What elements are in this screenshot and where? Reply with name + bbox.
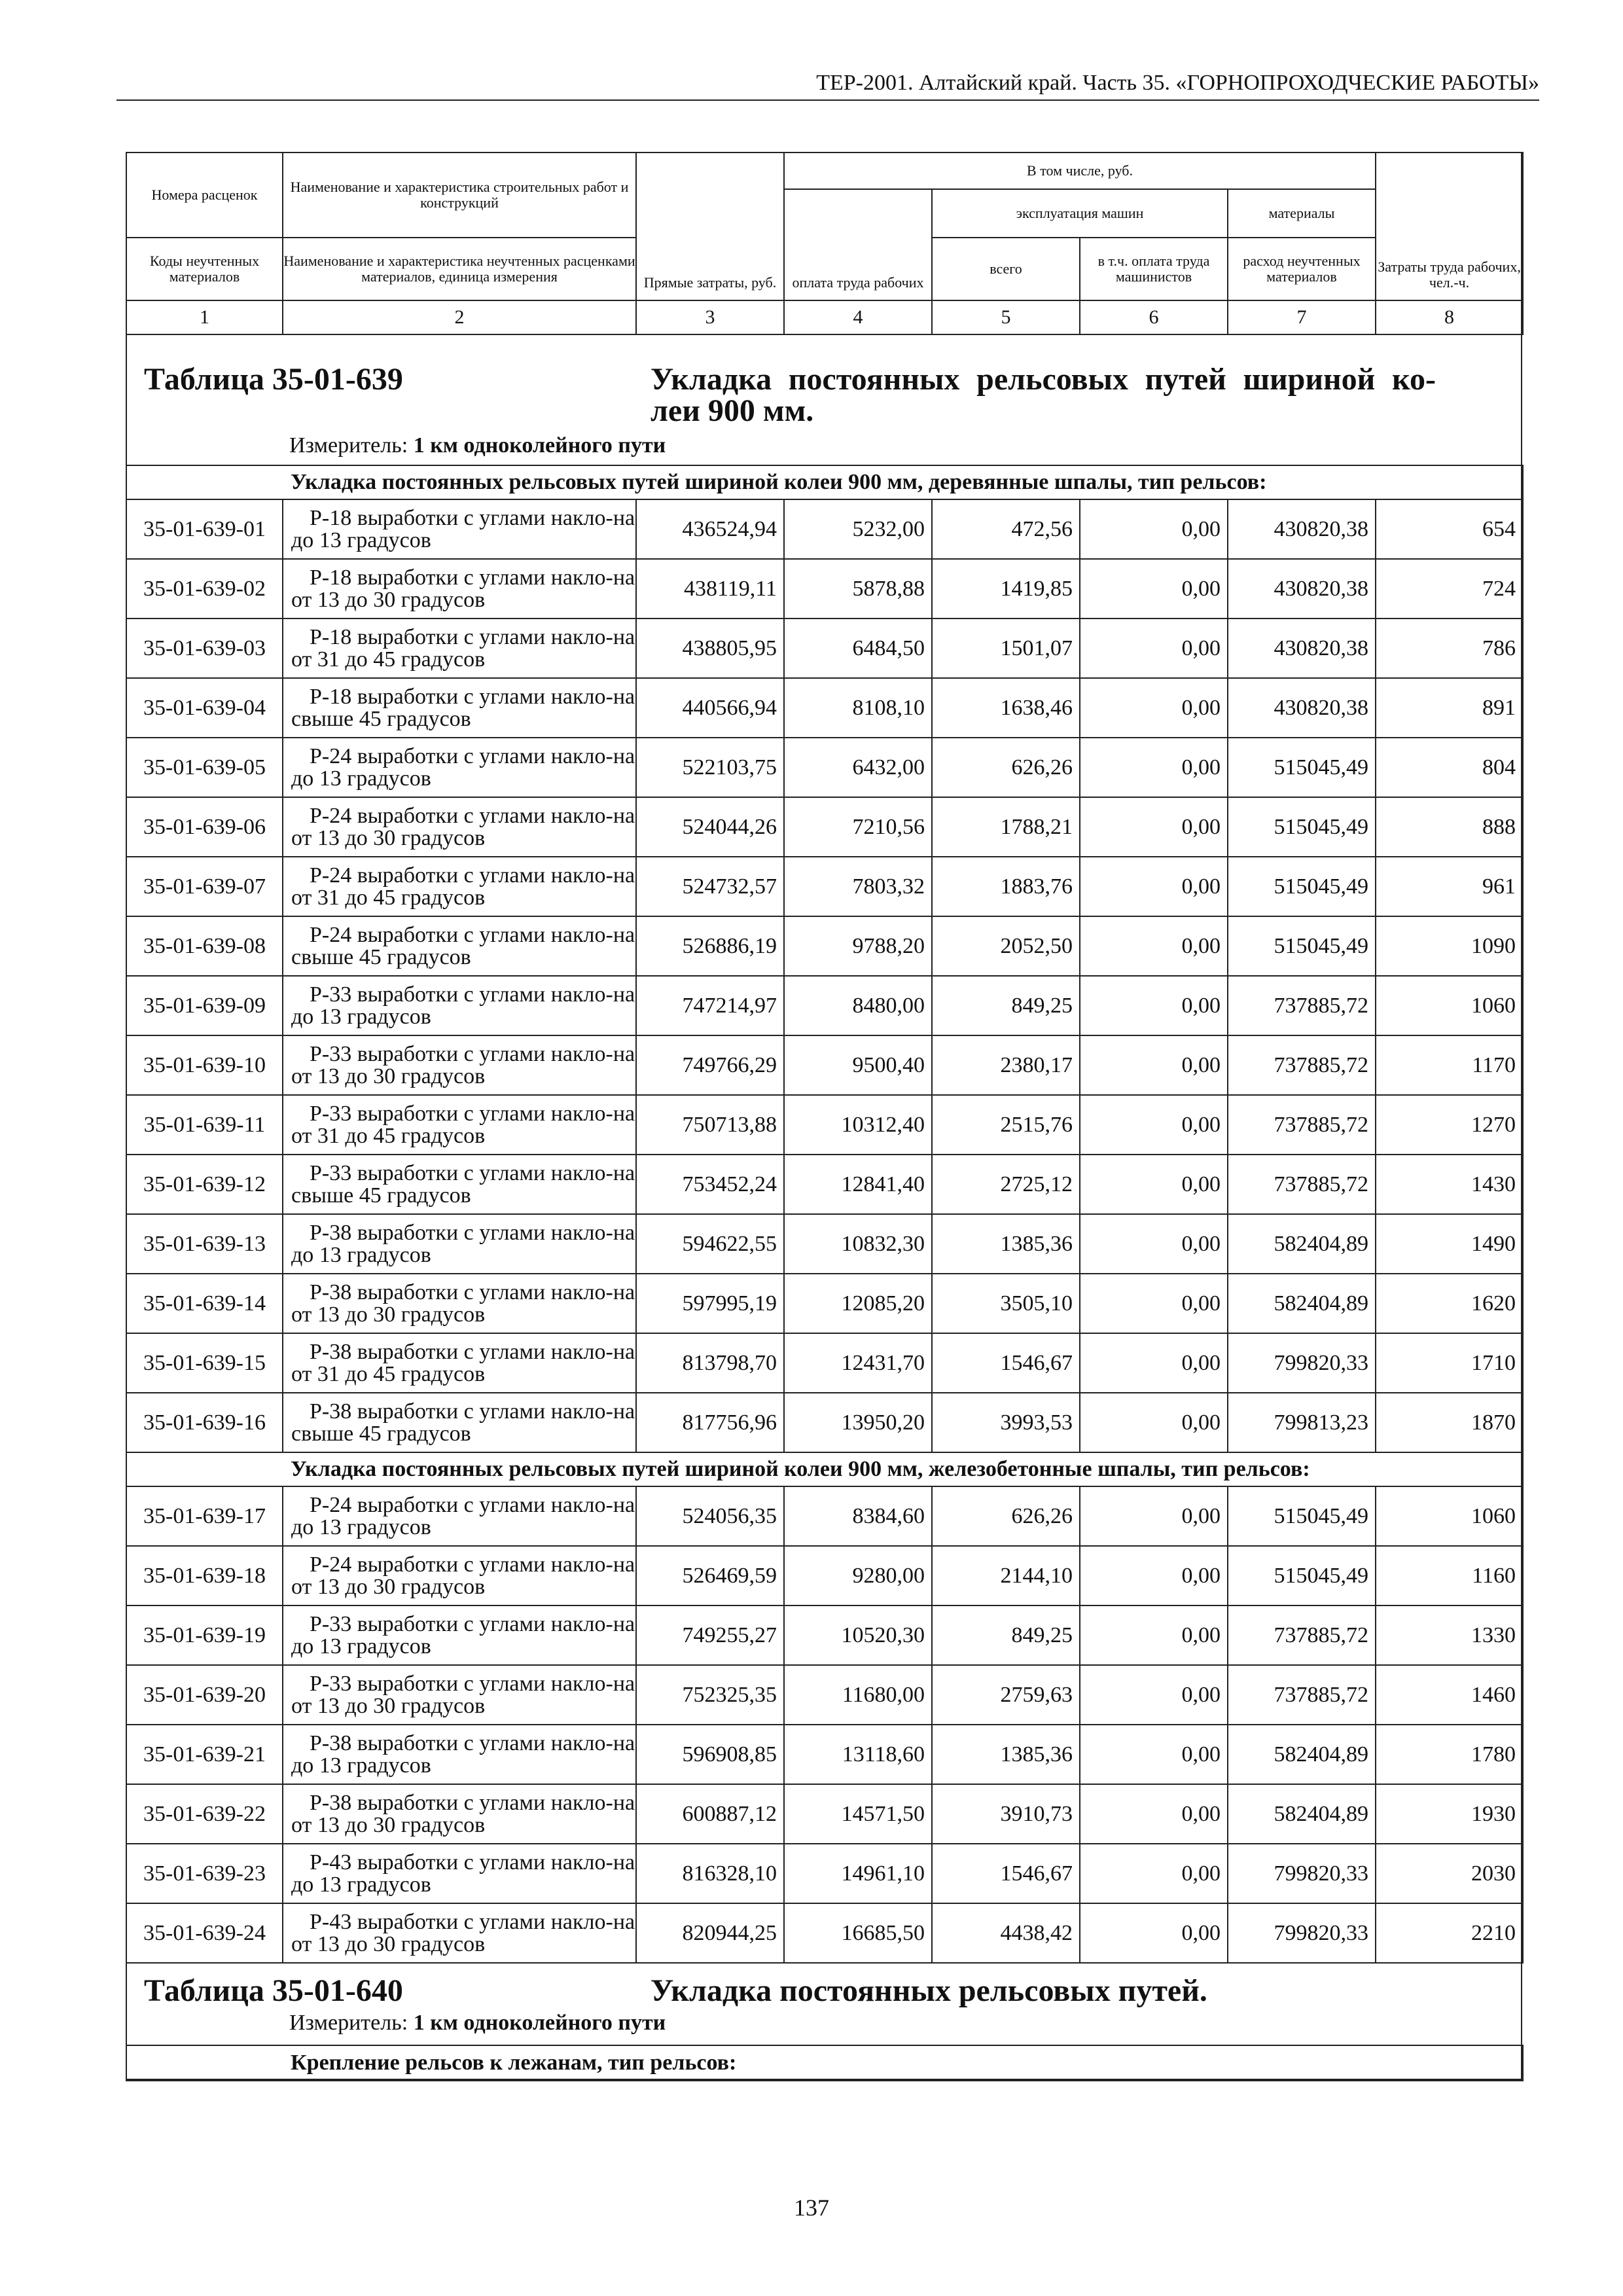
cell-mach: 1546,67	[932, 1844, 1080, 1903]
table-row	[126, 1095, 1523, 1155]
cell-labor: 1090	[1376, 916, 1523, 976]
cell-desc: Р-38 выработки с углами накло-на от 13 до 30 градусов	[283, 1274, 636, 1333]
group-heading-row	[126, 465, 1523, 499]
cell-direct: 750713,88	[636, 1095, 784, 1155]
cell-mach: 2759,63	[932, 1665, 1080, 1725]
cell-direct: 438805,95	[636, 619, 784, 678]
cell-mach: 3993,53	[932, 1393, 1080, 1452]
cell-labor: 1160	[1376, 1546, 1523, 1605]
cell-desc: Р-43 выработки с углами накло-на до 13 градусов	[283, 1844, 636, 1903]
cell-direct: 752325,35	[636, 1665, 784, 1725]
group-heading: Укладка постоянных рельсовых путей шириной колеи 900 мм, железобетонные шпалы, тип рельсов:	[126, 1452, 1523, 1486]
cell-direct: 524732,57	[636, 857, 784, 916]
cell-labor: 1170	[1376, 1035, 1523, 1095]
header-machines-total: всего	[932, 238, 1080, 300]
cell-wages: 8384,60	[784, 1486, 932, 1546]
cell-direct: 747214,97	[636, 976, 784, 1035]
cell-materials: 582404,89	[1228, 1214, 1376, 1274]
cell-mach-wages: 0,00	[1080, 1095, 1228, 1155]
cell-code: 35-01-639-15	[126, 1333, 283, 1393]
cell-labor: 888	[1376, 797, 1523, 857]
cell-code: 35-01-639-05	[126, 738, 283, 797]
cell-direct: 753452,24	[636, 1155, 784, 1214]
column-number: 2	[283, 300, 636, 334]
cell-mach: 1385,36	[932, 1725, 1080, 1784]
cell-mach: 3910,73	[932, 1784, 1080, 1844]
cell-mach-wages: 0,00	[1080, 1486, 1228, 1546]
table-row	[126, 1214, 1523, 1274]
cell-labor: 1060	[1376, 976, 1523, 1035]
cell-mach-wages: 0,00	[1080, 1155, 1228, 1214]
cell-desc: Р-24 выработки с углами накло-на до 13 градусов	[283, 1486, 636, 1546]
cell-desc: Р-24 выработки с углами накло-на до 13 градусов	[283, 738, 636, 797]
cell-mach: 2515,76	[932, 1095, 1080, 1155]
cell-materials: 582404,89	[1228, 1274, 1376, 1333]
table-640-title: Укладка постоянных рельсовых путей.	[651, 1973, 1207, 2008]
cell-desc: Р-38 выработки с углами накло-на от 13 до 30 градусов	[283, 1784, 636, 1844]
cell-desc: Р-24 выработки с углами накло-на от 13 до 30 градусов	[283, 1546, 636, 1605]
table-row	[126, 1274, 1523, 1333]
group-heading: Укладка постоянных рельсовых путей шириной колеи 900 мм, деревянные шпалы, тип рельсов:	[126, 465, 1523, 499]
column-number: 4	[784, 300, 932, 334]
cell-materials: 515045,49	[1228, 1546, 1376, 1605]
cell-labor: 1330	[1376, 1605, 1523, 1665]
cell-wages: 10832,30	[784, 1214, 932, 1274]
cell-mach: 472,56	[932, 499, 1080, 559]
table-row	[126, 1903, 1523, 1963]
table-row	[126, 1035, 1523, 1095]
cell-wages: 7803,32	[784, 857, 932, 916]
cell-desc: Р-18 выработки с углами накло-на свыше 45 градусов	[283, 678, 636, 738]
cell-labor: 804	[1376, 738, 1523, 797]
cell-wages: 9500,40	[784, 1035, 932, 1095]
cell-labor: 1870	[1376, 1393, 1523, 1452]
cell-mach-wages: 0,00	[1080, 1035, 1228, 1095]
table-639-title: Укладка постоянных рельсовых путей шириной ко-леи 900 мм.	[651, 362, 1436, 428]
cell-mach: 2144,10	[932, 1546, 1080, 1605]
cell-mach-wages: 0,00	[1080, 738, 1228, 797]
table-row	[126, 1725, 1523, 1784]
cell-wages: 10312,40	[784, 1095, 932, 1155]
cell-code: 35-01-639-21	[126, 1725, 283, 1784]
cell-labor: 1270	[1376, 1095, 1523, 1155]
cell-mach-wages: 0,00	[1080, 1605, 1228, 1665]
cell-materials: 430820,38	[1228, 678, 1376, 738]
cell-mach: 626,26	[932, 1486, 1080, 1546]
cell-direct: 816328,10	[636, 1844, 784, 1903]
cell-mach: 2380,17	[932, 1035, 1080, 1095]
cell-materials: 582404,89	[1228, 1784, 1376, 1844]
cell-code: 35-01-639-20	[126, 1665, 283, 1725]
cell-mach: 1638,46	[932, 678, 1080, 738]
cell-materials: 515045,49	[1228, 916, 1376, 976]
cell-mach: 4438,42	[932, 1903, 1080, 1963]
cell-labor: 1490	[1376, 1214, 1523, 1274]
cell-labor: 891	[1376, 678, 1523, 738]
cell-materials: 737885,72	[1228, 1605, 1376, 1665]
table-row	[126, 1333, 1523, 1393]
cell-code: 35-01-639-22	[126, 1784, 283, 1844]
cell-direct: 813798,70	[636, 1333, 784, 1393]
cell-code: 35-01-639-06	[126, 797, 283, 857]
cell-direct: 749255,27	[636, 1605, 784, 1665]
cell-materials: 515045,49	[1228, 1486, 1376, 1546]
cell-mach: 849,25	[932, 976, 1080, 1035]
cell-desc: Р-33 выработки с углами накло-на до 13 градусов	[283, 976, 636, 1035]
cell-mach-wages: 0,00	[1080, 1784, 1228, 1844]
cell-direct: 524056,35	[636, 1486, 784, 1546]
cell-wages: 8108,10	[784, 678, 932, 738]
cell-mach-wages: 0,00	[1080, 678, 1228, 738]
cell-desc: Р-18 выработки с углами накло-на от 13 до 30 градусов	[283, 559, 636, 619]
cell-desc: Р-43 выработки с углами накло-на от 13 до 30 градусов	[283, 1903, 636, 1963]
cell-desc: Р-24 выработки с углами накло-на свыше 45 градусов	[283, 916, 636, 976]
table-row	[126, 1546, 1523, 1605]
cell-desc: Р-38 выработки с углами накло-на до 13 градусов	[283, 1725, 636, 1784]
cell-mach-wages: 0,00	[1080, 1274, 1228, 1333]
cell-mach: 1419,85	[932, 559, 1080, 619]
cell-desc: Р-33 выработки с углами накло-на от 13 до 30 градусов	[283, 1035, 636, 1095]
cell-code: 35-01-639-12	[126, 1155, 283, 1214]
cell-code: 35-01-639-13	[126, 1214, 283, 1274]
cell-wages: 10520,30	[784, 1605, 932, 1665]
cell-wages: 9788,20	[784, 916, 932, 976]
cell-labor: 724	[1376, 559, 1523, 619]
cell-wages: 6484,50	[784, 619, 932, 678]
cell-mach-wages: 0,00	[1080, 1333, 1228, 1393]
cell-materials: 515045,49	[1228, 738, 1376, 797]
cell-mach: 849,25	[932, 1605, 1080, 1665]
cell-wages: 9280,00	[784, 1546, 932, 1605]
cell-desc: Р-33 выработки с углами накло-на от 13 до 30 градусов	[283, 1665, 636, 1725]
table-row	[126, 619, 1523, 678]
header-material-name: Наименование и характеристика неучтенных расценками материалов, единица измерения	[283, 238, 636, 300]
cell-materials: 515045,49	[1228, 857, 1376, 916]
cell-labor: 1060	[1376, 1486, 1523, 1546]
cell-code: 35-01-639-08	[126, 916, 283, 976]
meter-label: Измеритель:	[289, 433, 408, 457]
cell-desc: Р-18 выработки с углами накло-на до 13 градусов	[283, 499, 636, 559]
cell-wages: 12841,40	[784, 1155, 932, 1214]
cell-labor: 1430	[1376, 1155, 1523, 1214]
running-header: ТЕР-2001. Алтайский край. Часть 35. «ГОРНОПРОХОДЧЕСКИЕ РАБОТЫ»	[116, 71, 1539, 101]
table-row	[126, 976, 1523, 1035]
rates-table-640	[126, 2045, 1524, 2081]
group-heading: Крепление рельсов к лежанам, тип рельсов:	[126, 2045, 1523, 2081]
cell-direct: 526469,59	[636, 1546, 784, 1605]
cell-code: 35-01-639-02	[126, 559, 283, 619]
cell-wages: 7210,56	[784, 797, 932, 857]
cell-mach-wages: 0,00	[1080, 1214, 1228, 1274]
cell-labor: 2210	[1376, 1903, 1523, 1963]
cell-wages: 5232,00	[784, 499, 932, 559]
cell-code: 35-01-639-10	[126, 1035, 283, 1095]
cell-direct: 594622,55	[636, 1214, 784, 1274]
cell-mach-wages: 0,00	[1080, 1665, 1228, 1725]
header-wages: оплата труда рабочих	[784, 189, 932, 300]
table-row	[126, 1605, 1523, 1665]
cell-materials: 737885,72	[1228, 1155, 1376, 1214]
table-row	[126, 738, 1523, 797]
cell-desc: Р-33 выработки с углами накло-на от 31 до 45 градусов	[283, 1095, 636, 1155]
cell-wages: 5878,88	[784, 559, 932, 619]
cell-labor: 1780	[1376, 1725, 1523, 1784]
cell-wages: 13118,60	[784, 1725, 932, 1784]
table-row	[126, 1665, 1523, 1725]
cell-mach: 1385,36	[932, 1214, 1080, 1274]
cell-labor: 1460	[1376, 1665, 1523, 1725]
cell-mach: 626,26	[932, 738, 1080, 797]
cell-materials: 737885,72	[1228, 1665, 1376, 1725]
cell-direct: 524044,26	[636, 797, 784, 857]
cell-wages: 14571,50	[784, 1784, 932, 1844]
cell-materials: 799813,23	[1228, 1393, 1376, 1452]
cell-desc: Р-38 выработки с углами накло-на до 13 градусов	[283, 1214, 636, 1274]
cell-code: 35-01-639-19	[126, 1605, 283, 1665]
table-row	[126, 1393, 1523, 1452]
group-heading-row	[126, 1452, 1523, 1486]
table-row	[126, 797, 1523, 857]
cell-mach-wages: 0,00	[1080, 1725, 1228, 1784]
page-number: 137	[794, 2195, 829, 2221]
cell-wages: 8480,00	[784, 976, 932, 1035]
cell-wages: 14961,10	[784, 1844, 932, 1903]
column-number: 6	[1080, 300, 1228, 334]
cell-code: 35-01-639-23	[126, 1844, 283, 1903]
table-row	[126, 1844, 1523, 1903]
header-including: В том числе, руб.	[784, 152, 1376, 189]
cell-direct: 600887,12	[636, 1784, 784, 1844]
cell-direct: 438119,11	[636, 559, 784, 619]
cell-mach-wages: 0,00	[1080, 916, 1228, 976]
meter-label: Измеритель:	[289, 2011, 408, 2035]
cell-labor: 786	[1376, 619, 1523, 678]
cell-wages: 12431,70	[784, 1333, 932, 1393]
cell-mach-wages: 0,00	[1080, 619, 1228, 678]
table-row	[126, 1784, 1523, 1844]
table-row	[126, 1486, 1523, 1546]
cell-mach: 1546,67	[932, 1333, 1080, 1393]
rates-table-639	[126, 465, 1524, 1964]
column-number: 8	[1376, 300, 1523, 334]
cell-materials: 799820,33	[1228, 1844, 1376, 1903]
cell-materials: 737885,72	[1228, 976, 1376, 1035]
cell-mach: 1788,21	[932, 797, 1080, 857]
cell-wages: 11680,00	[784, 1665, 932, 1725]
cell-direct: 522103,75	[636, 738, 784, 797]
cell-materials: 737885,72	[1228, 1035, 1376, 1095]
table-640-meter	[289, 2011, 666, 2036]
cell-desc: Р-24 выработки с углами накло-на от 13 до 30 градусов	[283, 797, 636, 857]
cell-mach-wages: 0,00	[1080, 857, 1228, 916]
column-number: 5	[932, 300, 1080, 334]
cell-mach-wages: 0,00	[1080, 1546, 1228, 1605]
cell-code: 35-01-639-07	[126, 857, 283, 916]
header-rate-numbers: Номера расценок	[126, 152, 283, 238]
cell-code: 35-01-639-01	[126, 499, 283, 559]
cell-direct: 436524,94	[636, 499, 784, 559]
cell-mach: 3505,10	[932, 1274, 1080, 1333]
cell-desc: Р-33 выработки с углами накло-на до 13 градусов	[283, 1605, 636, 1665]
cell-mach-wages: 0,00	[1080, 499, 1228, 559]
column-number: 3	[636, 300, 784, 334]
table-639-label: Таблица 35-01-639	[144, 362, 403, 397]
cell-wages: 12085,20	[784, 1274, 932, 1333]
cell-direct: 526886,19	[636, 916, 784, 976]
cell-materials: 430820,38	[1228, 619, 1376, 678]
cell-code: 35-01-639-04	[126, 678, 283, 738]
cell-labor: 2030	[1376, 1844, 1523, 1903]
cell-labor: 1710	[1376, 1333, 1523, 1393]
cell-mach: 2725,12	[932, 1155, 1080, 1214]
cell-materials: 799820,33	[1228, 1903, 1376, 1963]
header-material-codes: Коды неучтенных материалов	[126, 238, 283, 300]
table-row	[126, 559, 1523, 619]
cell-labor: 1930	[1376, 1784, 1523, 1844]
cell-labor: 1620	[1376, 1274, 1523, 1333]
cell-code: 35-01-639-03	[126, 619, 283, 678]
table-row	[126, 916, 1523, 976]
cell-mach-wages: 0,00	[1080, 559, 1228, 619]
cell-materials: 582404,89	[1228, 1725, 1376, 1784]
cell-code: 35-01-639-18	[126, 1546, 283, 1605]
cell-desc: Р-18 выработки с углами накло-на от 31 до 45 градусов	[283, 619, 636, 678]
meter-value: 1 км одноколейного пути	[413, 2011, 666, 2035]
header-labor: Затраты труда рабочих, чел.-ч.	[1376, 152, 1523, 300]
cell-direct: 820944,25	[636, 1903, 784, 1963]
cell-direct: 597995,19	[636, 1274, 784, 1333]
cell-materials: 737885,72	[1228, 1095, 1376, 1155]
cell-labor: 961	[1376, 857, 1523, 916]
cell-code: 35-01-639-09	[126, 976, 283, 1035]
cell-direct: 440566,94	[636, 678, 784, 738]
cell-desc: Р-38 выработки с углами накло-на свыше 45 градусов	[283, 1393, 636, 1452]
meter-value: 1 км одноколейного пути	[413, 433, 666, 457]
header-materials: материалы	[1228, 189, 1376, 238]
cell-mach: 1501,07	[932, 619, 1080, 678]
column-number: 1	[126, 300, 283, 334]
cell-direct: 749766,29	[636, 1035, 784, 1095]
column-number: 7	[1228, 300, 1376, 334]
cell-code: 35-01-639-16	[126, 1393, 283, 1452]
cell-wages: 6432,00	[784, 738, 932, 797]
column-header-table	[126, 152, 1524, 335]
header-work-name: Наименование и характеристика строительных работ и конструкций	[283, 152, 636, 238]
table-640-label: Таблица 35-01-640	[144, 1973, 403, 2008]
cell-mach-wages: 0,00	[1080, 1393, 1228, 1452]
cell-code: 35-01-639-11	[126, 1095, 283, 1155]
header-machinist-wages: в т.ч. оплата труда машинистов	[1080, 238, 1228, 300]
cell-desc: Р-24 выработки с углами накло-на от 31 до 45 градусов	[283, 857, 636, 916]
table-row	[126, 499, 1523, 559]
header-machines: эксплуатация машин	[932, 189, 1228, 238]
table-639-meter	[289, 433, 666, 458]
cell-mach-wages: 0,00	[1080, 1844, 1228, 1903]
header-direct-costs: Прямые затраты, руб.	[636, 152, 784, 300]
cell-materials: 515045,49	[1228, 797, 1376, 857]
cell-mach-wages: 0,00	[1080, 797, 1228, 857]
cell-direct: 817756,96	[636, 1393, 784, 1452]
table-row	[126, 678, 1523, 738]
header-unaccounted-materials: расход неучтенных материалов	[1228, 238, 1376, 300]
cell-mach-wages: 0,00	[1080, 1903, 1228, 1963]
table-row	[126, 1155, 1523, 1214]
cell-code: 35-01-639-14	[126, 1274, 283, 1333]
cell-materials: 430820,38	[1228, 499, 1376, 559]
cell-code: 35-01-639-17	[126, 1486, 283, 1546]
cell-mach-wages: 0,00	[1080, 976, 1228, 1035]
cell-mach: 2052,50	[932, 916, 1080, 976]
cell-wages: 16685,50	[784, 1903, 932, 1963]
cell-materials: 430820,38	[1228, 559, 1376, 619]
cell-direct: 596908,85	[636, 1725, 784, 1784]
cell-labor: 654	[1376, 499, 1523, 559]
cell-desc: Р-33 выработки с углами накло-на свыше 45 градусов	[283, 1155, 636, 1214]
cell-desc: Р-38 выработки с углами накло-на от 31 до 45 градусов	[283, 1333, 636, 1393]
cell-wages: 13950,20	[784, 1393, 932, 1452]
cell-code: 35-01-639-24	[126, 1903, 283, 1963]
cell-mach: 1883,76	[932, 857, 1080, 916]
table-row	[126, 857, 1523, 916]
cell-materials: 799820,33	[1228, 1333, 1376, 1393]
